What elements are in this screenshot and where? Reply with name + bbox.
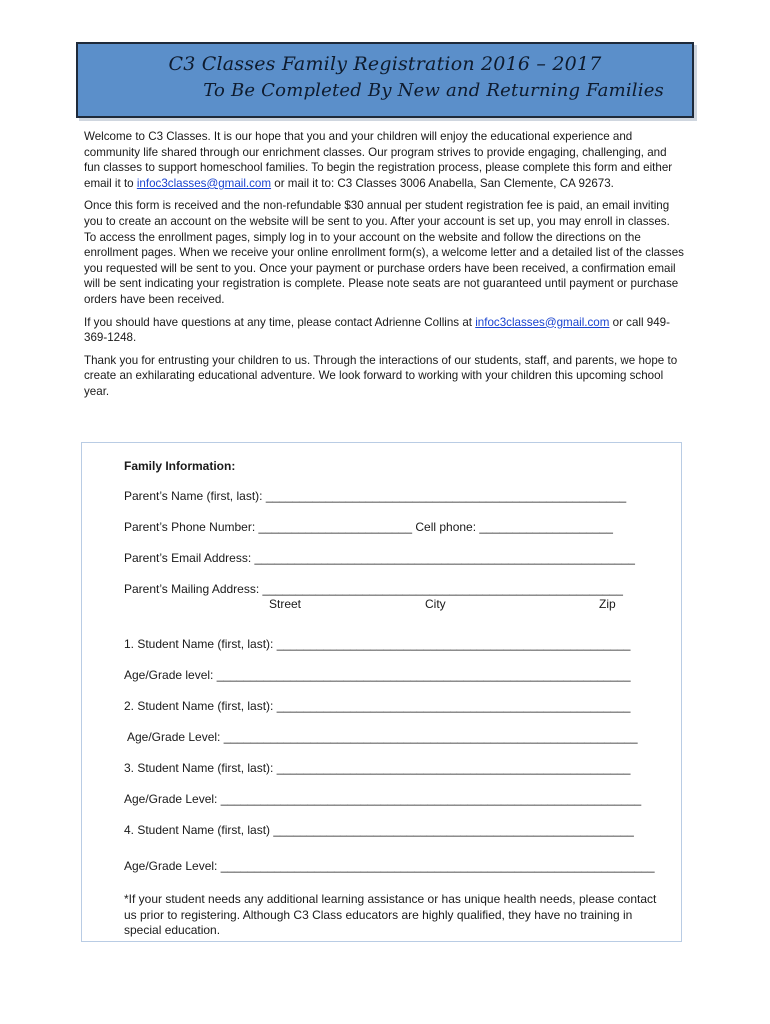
parent-email-field[interactable]: Parent’s Email Address: _________________________________________________________ <box>124 551 635 565</box>
intro-paragraph-welcome: Welcome to C3 Classes. It is our hope that you and your children will enjoy the educational experience and community life shared through our enrichment classes. Our program strives to provide engaging, challenging, and fun classes to support homeschool families. To begin the registration process, please complete this form and either email it to infoc3classes@gmail.com or mail it to: C3 Classes 3006 Anabella, San Clemente, CA 92673. <box>84 130 673 190</box>
contact-email-link[interactable]: infoc3classes@gmail.com <box>475 315 610 329</box>
page-subtitle: To Be Completed By New and Returning Families <box>203 80 664 101</box>
student1-age-field[interactable]: Age/Grade level: ______________________________________________________________ <box>124 668 631 682</box>
address-zip-label: Zip <box>599 597 616 611</box>
parent-name-field[interactable]: Parent’s Name (first, last): ______________________________________________________ <box>124 489 627 503</box>
intro-text <box>84 129 684 407</box>
intro-paragraph-contact: If you should have questions at any time, please contact Adrienne Collins at infoc3classes@gmail.com or call 949-369-1248. <box>84 315 670 345</box>
parent-phone-field[interactable]: Parent’s Phone Number: _______________________ Cell phone: ____________________ <box>124 520 613 534</box>
email-link[interactable]: infoc3classes@gmail.com <box>136 176 272 190</box>
student4-name-field[interactable]: 4. Student Name (first, last) ______________________________________________________ <box>124 823 634 837</box>
student2-age-field[interactable]: Age/Grade Level: ______________________________________________________________ <box>127 730 638 744</box>
student3-age-field[interactable]: Age/Grade Level: _______________________________________________________________ <box>124 792 642 806</box>
special-needs-note: *If your student needs any additional learning assistance or has unique health needs, please contact us prior to registering. Although C3 Class educators are highly qualified, they have no training in special education. <box>124 892 657 938</box>
student4-age-field[interactable]: Age/Grade Level: _________________________________________________________________ <box>124 859 655 873</box>
student2-name-field[interactable]: 2. Student Name (first, last): _____________________________________________________ <box>124 699 631 713</box>
intro-paragraph-thanks: Thank you for entrusting your children to us. Through the interactions of our students, staff, and parents, we hope to create an exhilarating educational adventure. We look forward to working with your children this upcoming school year. <box>84 353 678 398</box>
intro-paragraph-process: Once this form is received and the non-refundable $30 annual per student registration fee is paid, an email inviting you to create an account on the website will be sent to you. After your account is set up, you may enroll in classes. To access the enrollment pages, simply log in to your account on the website and follow the directions on the enrollment pages. When we receive your online enrollment form(s), a welcome letter and a detailed list of the classes you requested will be sent to you. Once your payment or purchase orders have been received, a confirmation email will be sent indicating your registration is complete. Please note seats are not guaranteed until payment or purchase orders have been received. <box>84 199 684 306</box>
form-heading: Family Information: <box>124 459 236 473</box>
student1-name-field[interactable]: 1. Student Name (first, last): _____________________________________________________ <box>124 637 631 651</box>
student3-name-field[interactable]: 3. Student Name (first, last): _____________________________________________________ <box>124 761 631 775</box>
page-title: C3 Classes Family Registration 2016 – 2017 <box>168 53 602 75</box>
address-street-label: Street <box>269 597 302 611</box>
title-banner <box>76 42 694 118</box>
parent-address-field[interactable]: Parent’s Mailing Address: ______________________________________________________ <box>124 582 623 596</box>
address-city-label: City <box>425 597 446 611</box>
